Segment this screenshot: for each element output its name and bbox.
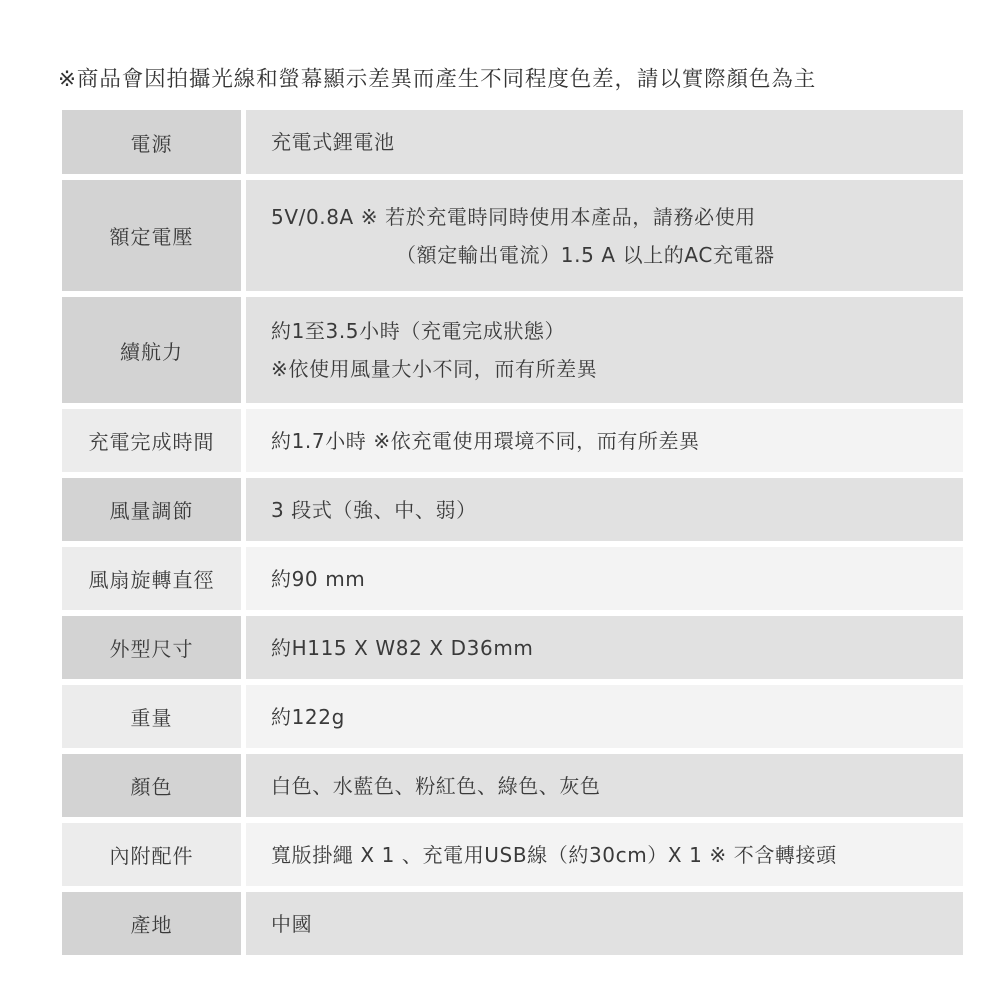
spec-value-line: 5V/0.8A ※ 若於充電時同時使用本產品，請務必使用 <box>271 204 756 229</box>
spec-label: 顏色 <box>62 754 241 817</box>
spec-value <box>246 110 963 174</box>
spec-value <box>246 409 963 472</box>
spec-value-line: 約1至3.5小時（充電完成狀態） <box>271 319 566 343</box>
spec-label: 續航力 <box>62 297 241 403</box>
spec-label: 產地 <box>62 892 241 955</box>
spec-row-power <box>62 110 963 174</box>
spec-value-line: ※依使用風量大小不同，而有所差異 <box>271 357 598 381</box>
spec-value <box>246 685 963 748</box>
color-disclaimer: ※商品會因拍攝光線和螢幕顯示差異而產生不同程度色差，請以實際顏色為主 <box>58 67 817 92</box>
spec-label: 充電完成時間 <box>62 409 241 472</box>
spec-row-airflow-levels <box>62 478 963 541</box>
spec-value-line: 約122g <box>271 704 345 729</box>
spec-row-battery-life <box>62 297 963 403</box>
spec-value-line: （額定輸出電流）1.5 A 以上的AC充電器 <box>396 242 775 267</box>
spec-value <box>246 892 963 955</box>
spec-value-line: 白色、水藍色、粉紅色、綠色、灰色 <box>271 773 601 798</box>
spec-value-line: 3 段式（強、中、弱） <box>271 497 477 522</box>
spec-value <box>246 754 963 817</box>
spec-value-line: 充電式鋰電池 <box>271 130 395 154</box>
spec-row-rated-voltage <box>62 180 963 291</box>
spec-row-accessories <box>62 823 963 886</box>
spec-value-line: 中國 <box>271 911 313 936</box>
spec-label: 額定電壓 <box>62 180 241 291</box>
spec-value <box>246 297 963 403</box>
spec-label: 內附配件 <box>62 823 241 886</box>
spec-value-line: 約90 mm <box>271 566 366 591</box>
spec-label: 外型尺寸 <box>62 616 241 679</box>
spec-value <box>246 180 963 291</box>
spec-label: 風扇旋轉直徑 <box>62 547 241 610</box>
spec-row-charge-time <box>62 409 963 472</box>
spec-row-dimensions <box>62 616 963 679</box>
spec-label: 風量調節 <box>62 478 241 541</box>
spec-label: 重量 <box>62 685 241 748</box>
spec-row-fan-diameter <box>62 547 963 610</box>
spec-value <box>246 547 963 610</box>
spec-value-line: 約H115 X W82 X D36mm <box>271 635 534 660</box>
spec-label: 電源 <box>62 110 241 174</box>
spec-table <box>62 110 963 961</box>
spec-value <box>246 478 963 541</box>
spec-row-weight <box>62 685 963 748</box>
spec-row-colors <box>62 754 963 817</box>
spec-value-line: 寬版掛繩 X 1 、充電用USB線（約30cm）X 1 ※ 不含轉接頭 <box>271 842 837 867</box>
spec-value-line: 約1.7小時 ※依充電使用環境不同，而有所差異 <box>271 428 700 453</box>
spec-value <box>246 616 963 679</box>
spec-row-origin <box>62 892 963 955</box>
spec-value <box>246 823 963 886</box>
